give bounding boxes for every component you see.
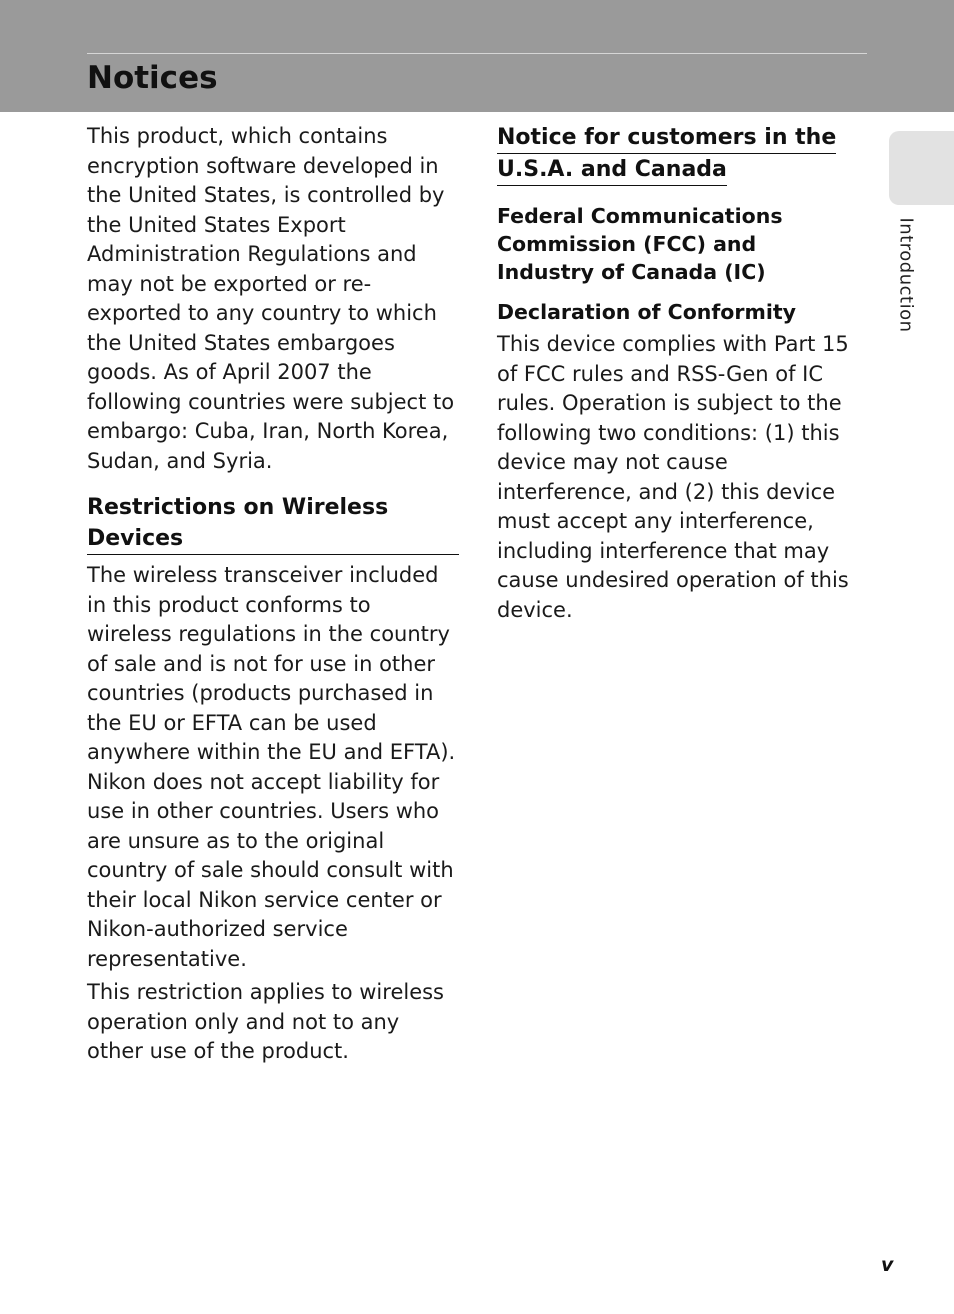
section-tab-label: Introduction <box>895 217 917 333</box>
notice-heading <box>497 122 865 186</box>
page-number: v <box>881 1254 894 1276</box>
intro-paragraph: This product, which contains encryption software developed in the United States, is controlled by the United States Export Administration Regulations and may not be exported or re-exported to any country to which the United States embargoes goods. As of April 2007 the following countries were subject to embargo: Cuba, Iran, North Korea, Sudan, and Syria. <box>87 124 455 473</box>
restrictions-heading: Restrictions on Wireless Devices <box>87 492 459 555</box>
header-rule <box>87 53 867 54</box>
notice-heading-line1: Notice for customers in the <box>497 122 836 154</box>
right-column <box>497 122 865 625</box>
declaration-paragraph: This device complies with Part 15 of FCC rules and RSS-Gen of IC rules. Operation is subject to the following two conditions: (1) this device may not cause interference, and (2) this device must accept any interference, including interference that may cause undesired operation of this device. <box>497 332 849 622</box>
declaration-heading: Declaration of Conformity <box>497 300 797 324</box>
fcc-heading: Federal Communications Commission (FCC) and Industry of Canada (IC) <box>497 204 783 284</box>
page-title: Notices <box>87 60 218 96</box>
restrictions-paragraph-1: The wireless transceiver included in this product conforms to wireless regulations in the country of sale and is not for use in other countries (products purchased in the EU or EFTA can be used anywhere within the EU and EFTA). Nikon does not accept liability for use in other countries. Users who are unsure as to the original country of sale should consult with their local Nikon service center or Nikon-authorized service representative. <box>87 563 456 971</box>
notice-heading-line2: U.S.A. and Canada <box>497 154 727 186</box>
section-tab <box>889 131 954 205</box>
left-column <box>87 122 459 1067</box>
restrictions-paragraph-2: This restriction applies to wireless operation only and not to any other use of the product. <box>87 980 444 1063</box>
